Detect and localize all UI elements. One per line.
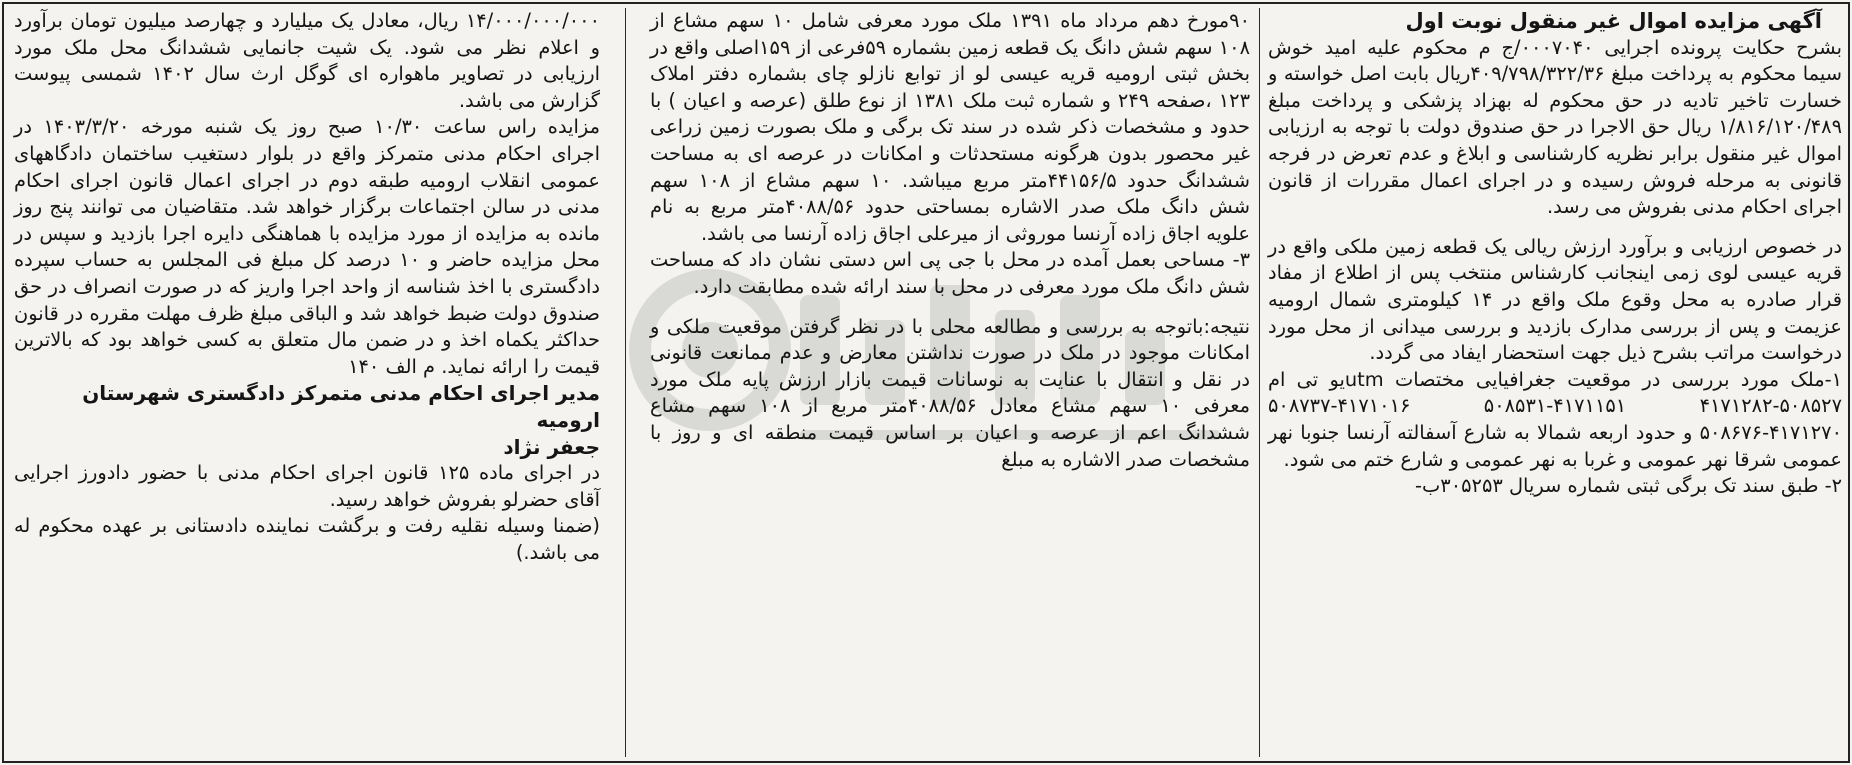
paragraph: ۱۴/۰۰۰/۰۰۰/۰۰۰ ریال، معادل یک میلیارد و چهارصد میلیون تومان برآورد و اعلام نظر می شود. یک شیت جانمایی ششدانگ محل ملک مورد ارزیابی در تصاویر ماهواره ای گوگل ارث سال ۱۴۰۲ شمسی پیوست گزارش می باشد. xyxy=(14,9,600,112)
column-right xyxy=(1268,8,1842,757)
signature-name: جعفر نژاد xyxy=(503,434,600,459)
notice-title: آگهی مزایده اموال غیر منقول نوبت اول xyxy=(1405,9,1822,33)
paragraph: نتیجه:باتوجه به بررسی و مطالعه محلی با در نظر گرفتن موقعیت ملکی و امکانات موجود در ملک در صورت نداشتن معارض و عدم ممانعت قانونی در نقل و انتقال با عنایت به نوسانات قیمت بازار ارزش پایه ملک مورد معرفی ۱۰ سهم مشاع معادل ۴۰۸۸/۵۶متر مربع از ۱۰۸ سهم مشاع ششدانگ اعم از عرصه و اعیان بر اساس قیمت منطقه ای و روز با مشخصات صدر الاشاره به مبلغ xyxy=(650,314,1250,471)
paragraph: ۳- مساحی بعمل آمده در محل با جی پی اس دستی نشان داد که مساحت شش دانگ ملک مورد معرفی در محل با سند ارائه شده مطابقت دارد. xyxy=(650,248,1250,298)
paragraph: در اجرای ماده ۱۲۵ قانون اجرای احکام مدنی با حضور دادورز اجرایی آقای حضرلو بفروش خواهد رسید. xyxy=(14,461,601,511)
paragraph: در خصوص ارزیابی و برآورد ارزش ریالی یک قطعه زمین ملکی واقع در قریه عیسی لوی زمی اینجانب کارشناس منتخب پس از اطلاع از مفاد قرار صادره به محل وقوع ملک واقع در ۱۴ کیلومتری شمال ارومیه عزیمت و پس از بررسی مدارک بازدید و بررسی میدانی از محل مورد درخواست مراتب بشرح ذیل جهت استحضار ایفاد می گردد. xyxy=(1268,234,1842,365)
signature-title: مدیر اجرای احکام مدنی متمرکز دادگستری شهرستان ارومیه xyxy=(82,381,600,432)
paragraph: مزایده راس ساعت ۱۰/۳۰ صبح روز یک شنبه مورخه ۱۴۰۳/۳/۲۰ در اجرای احکام مدنی متمرکز واقع در بلوار دستغیب ساختمان دادگاههای عمومی انقلاب ارومیه طبقه دوم در اجرای اعمال قانون اجرای احکام مدنی در سالن اجتماعات برگزار خواهد شد. متقاضیان می توانند پنج روز مانده به مزایده از مورد مزایده با هماهنگی دایره اجرا بازدید و سپس در محل مزایده حاضر و ۱۰ درصد کل مبلغ فی المجلس به حساب سپرده دادگستری با اخذ شناسه از واحد اجرا واریز که در صورت انصراف در حق صندوق دولت ضبط خواهد شد و الباقی مبلغ ظرف مهلت مقرره در قانون حداکثر یکماه اخذ و در ضمن مال متعلق به کسی خواهد بود که بالاترین قیمت را ارائه نماید. م الف ۱۴۰ xyxy=(14,115,601,378)
paragraph: ۱-ملک مورد بررسی در موقعیت جغرافیایی مختصات utmیو تی ام ۵۰۸۵۲۷-۴۱۷۱۲۸۲ ۴۱۷۱۱۵۱-۵۰۸۵۳۱ ۴۱۷۱۰۱۶-۵۰۸۷۳۷ ۴۱۷۱۲۷۰-۵۰۸۶۷۶ و حدود اربعه شمالا به شارع آسفالته آرنسا جنوبا نهر عمومی شرقا نهر عمومی و غربا به نهر عمومی و شارع ختم می شود. xyxy=(1268,367,1842,471)
paragraph: ۹۰مورخ دهم مرداد ماه ۱۳۹۱ ملک مورد معرفی شامل ۱۰ سهم مشاع از ۱۰۸ سهم شش دانگ یک قطعه زمین بشماره ۵۹فرعی از ۱۵۹اصلی واقع در بخش ثبتی ارومیه قریه عیسی لو از توابع نازلو چای بشماره دفتر املاک ۱۲۳ ،صفحه ۲۴۹ و شماره ثبت ملک ۱۳۸۱ از نوع طلق (عرصه و اعیان ) با حدود و مشخصات ذکر شده در سند تک برگی و ملک بصورت زمین زراعی غیر محصور بدون هرگونه مستحدثات و امکانات در عرصه ای به مساحت ششدانگ حدود ۴۴۱۵۶/۵متر مربع میباشد. ۱۰ سهم مشاع از ۱۰۸ سهم شش دانگ ملک صدر الاشاره بمساحتی حدود ۴۰۸۸/۵۶متر مربع به نام علویه اجاق زاده آرنسا موروثی از میرعلی اجاق زاده آرنسا می باشد. xyxy=(650,9,1250,245)
paragraph: بشرح حکایت پرونده اجرایی ۰۰۰۷۰۴۰/ج م محکوم علیه امید خوش سیما محکوم به پرداخت مبلغ ۴۰۹/۷۹۸/۳۲۲/۳۶ریال بابت اصل خواسته و خسارت تاخیر تادیه در حق محکوم له بهزاد پزشکی و پرداخت مبلغ ۱/۸۱۶/۱۲۰/۴۸۹ ریال حق الاجرا در حق صندوق دولت با توجه به ارزیابی اموال غیر منقول برابر نظریه کارشناسی و ابلاغ و عدم تعرض در فرجه قانونی به مرحله فروش رسیده و در اجرای اعمال مقررات از قانون اجرای احکام مدنی بفروش می رسد. xyxy=(1268,35,1842,219)
column-left xyxy=(14,8,600,757)
column-divider xyxy=(1259,8,1260,757)
paragraph: (ضمنا وسیله نقلیه رفت و برگشت نماینده دادستانی بر عهده محکوم له می باشد.) xyxy=(14,514,600,564)
paragraph: ۲- طبق سند تک برگی ثبتی شماره سریال ۳۰۵۲۵۳ب- xyxy=(1415,474,1842,498)
column-divider xyxy=(625,8,626,757)
column-middle xyxy=(650,8,1250,757)
